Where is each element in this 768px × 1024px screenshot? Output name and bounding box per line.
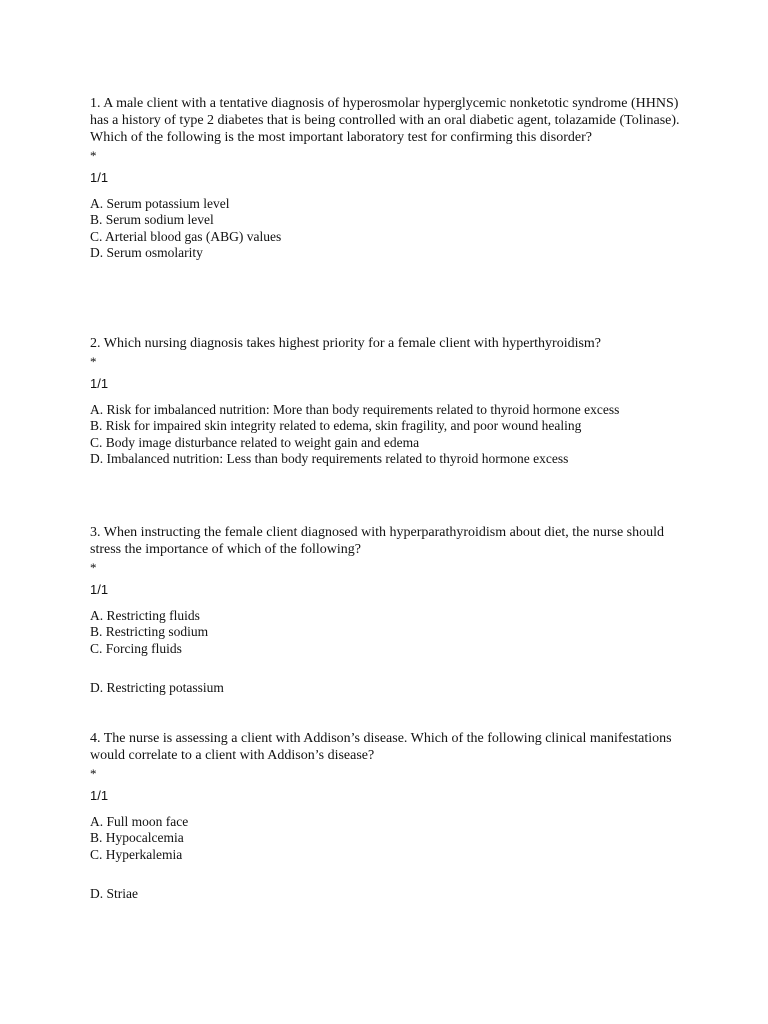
- option-b[interactable]: B. Hypocalcemia: [90, 830, 184, 846]
- question-3-options: [90, 608, 680, 696]
- question-1-score: 1/1: [90, 170, 109, 185]
- required-marker: *: [90, 148, 97, 163]
- required-marker: *: [90, 354, 97, 369]
- question-4: [90, 730, 680, 902]
- option-a[interactable]: A. Full moon face: [90, 814, 189, 829]
- option-a[interactable]: A. Serum potassium level: [90, 196, 230, 211]
- option-a[interactable]: A. Risk for imbalanced nutrition: More than body requirements related to thyroid hormone excess: [90, 402, 620, 417]
- option-d[interactable]: D. Imbalanced nutrition: Less than body requirements related to thyroid hormone excess: [90, 450, 569, 466]
- question-2-options: [90, 402, 680, 467]
- required-marker: *: [90, 560, 97, 575]
- option-c[interactable]: C. Arterial blood gas (ABG) values: [90, 228, 282, 244]
- question-4-text: 4. The nurse is assessing a client with Addison’s disease. Which of the following clinical manifestations would correlate to a client with Addison’s disease?: [90, 731, 672, 763]
- option-b[interactable]: B. Serum sodium level: [90, 212, 214, 228]
- question-2-text: 2. Which nursing diagnosis takes highest priority for a female client with hyperthyroidism?: [90, 336, 602, 351]
- question-1: [90, 95, 680, 261]
- question-4-options: [90, 814, 680, 902]
- question-4-score: 1/1: [90, 788, 109, 803]
- required-marker: *: [90, 766, 97, 781]
- question-1-text: 1. A male client with a tentative diagnosis of hyperosmolar hyperglycemic nonketotic syndrome (HHNS) has a history of type 2 diabetes that is being controlled with an oral diabetic agent, tolazamide (Tolinase). Which of the following is the most important laboratory test for confirming this disorder?: [90, 96, 680, 145]
- option-b[interactable]: B. Risk for impaired skin integrity related to edema, skin fragility, and poor wound healing: [90, 418, 582, 434]
- option-a[interactable]: A. Restricting fluids: [90, 608, 200, 623]
- option-c[interactable]: C. Body image disturbance related to weight gain and edema: [90, 434, 420, 450]
- question-3-score: 1/1: [90, 582, 109, 597]
- question-2: [90, 335, 680, 467]
- option-d[interactable]: D. Striae: [90, 885, 138, 901]
- option-c[interactable]: C. Hyperkalemia: [90, 846, 183, 862]
- question-1-options: [90, 196, 680, 261]
- option-c[interactable]: C. Forcing fluids: [90, 640, 182, 656]
- question-2-score: 1/1: [90, 376, 109, 391]
- option-b[interactable]: B. Restricting sodium: [90, 624, 209, 640]
- option-d[interactable]: D. Serum osmolarity: [90, 244, 203, 260]
- question-3: [90, 524, 680, 696]
- option-d[interactable]: D. Restricting potassium: [90, 679, 224, 695]
- question-3-text: 3. When instructing the female client diagnosed with hyperparathyroidism about diet, the nurse should stress the importance of which of the following?: [90, 525, 664, 557]
